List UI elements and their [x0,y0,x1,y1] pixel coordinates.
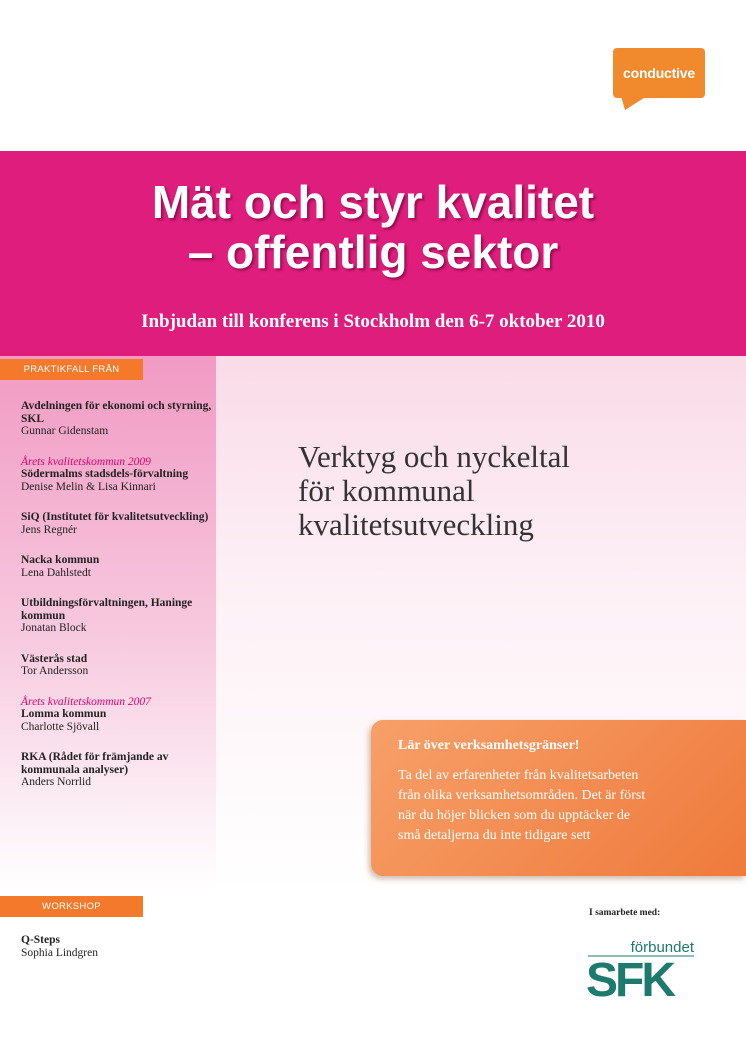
speaker-person: Charlotte Sjövall [21,720,100,733]
speaker-item [21,554,216,579]
sfk-logo-small-text: förbundet [630,939,694,956]
speaker-item [21,511,216,536]
speech-bubble-tail-icon [621,96,647,110]
headline [298,440,718,542]
callout-heading: Lär över verksamhetsgränser! [398,738,580,753]
title-line-1: Mät och styr kvalitet [151,176,595,228]
speaker-person: Lena Dahlstedt [21,566,91,579]
speaker-person: Tor Andersson [21,665,89,677]
speaker-item [21,696,216,734]
callout-body [398,766,728,846]
page-title [0,177,746,277]
callout-line-4: små detaljerna du inte tidigare sett [398,828,591,843]
speaker-award: Årets kvalitetskommun 2009 [21,455,151,468]
sfk-logo-big-text: SFK [586,954,673,1000]
speaker-org: Lomma kommun [21,708,107,720]
title-line-2: – offentlig sektor [187,226,559,278]
speaker-person: Jens Regnér [21,523,77,536]
speaker-org: Nacka kommun [21,554,100,566]
speaker-item [21,597,216,635]
conductive-logo [613,48,705,98]
workshop-item [21,934,98,959]
speaker-person: Anders Norrlid [21,776,91,788]
speaker-person: Jonatan Block [21,622,87,634]
speaker-org: Utbildningsförvaltningen, Haninge kommun [21,597,193,622]
headline-line-1: Verktyg och nyckeltal [298,439,571,474]
speaker-item [21,456,216,494]
title-banner [0,151,746,356]
invitation-subtitle: Inbjudan till konferens i Stockholm den 6-7 oktober 2010 [141,311,605,332]
speaker-item [21,653,216,678]
workshop-tag: WORKSHOP [0,896,143,917]
speaker-org: Avdelningen för ekonomi och styrning, SKL [21,400,212,425]
callout-line-1: Ta del av erfarenheter från kvalitetsarbeten [398,768,639,783]
callout-box [371,720,746,876]
speaker-org: Södermalms stadsdels-förvaltning [21,468,189,480]
speaker-award: Årets kvalitetskommun 2007 [21,695,151,708]
speaker-org: SiQ (Institutet för kvalitetsutveckling) [21,511,209,523]
workshop-org: Q-Steps [21,934,60,946]
sfk-logo [586,936,698,1000]
speaker-person: Gunnar Gidenstam [21,425,109,437]
speaker-person: Denise Melin & Lisa Kinnari [21,480,156,493]
headline-line-2: för kommunal [298,473,475,508]
speaker-item [21,400,216,438]
praktikfall-tag: PRAKTIKFALL FRÅN [0,359,143,380]
callout-line-2: från olika verksamhetsområden. Det är först [398,788,646,803]
conductive-logo-text: conductive [623,65,695,81]
speaker-org: Västerås stad [21,652,88,665]
speaker-item [21,751,216,789]
workshop-person: Sophia Lindgren [21,946,98,959]
headline-line-3: kvalitetsutveckling [298,507,534,542]
callout-line-3: när du höjer blicken som du upptäcker de [398,808,631,823]
speaker-list [21,400,216,807]
speaker-org: RKA (Rådet för främjande av kommunala analyser) [21,751,169,776]
partner-label: I samarbete med: [589,908,661,918]
